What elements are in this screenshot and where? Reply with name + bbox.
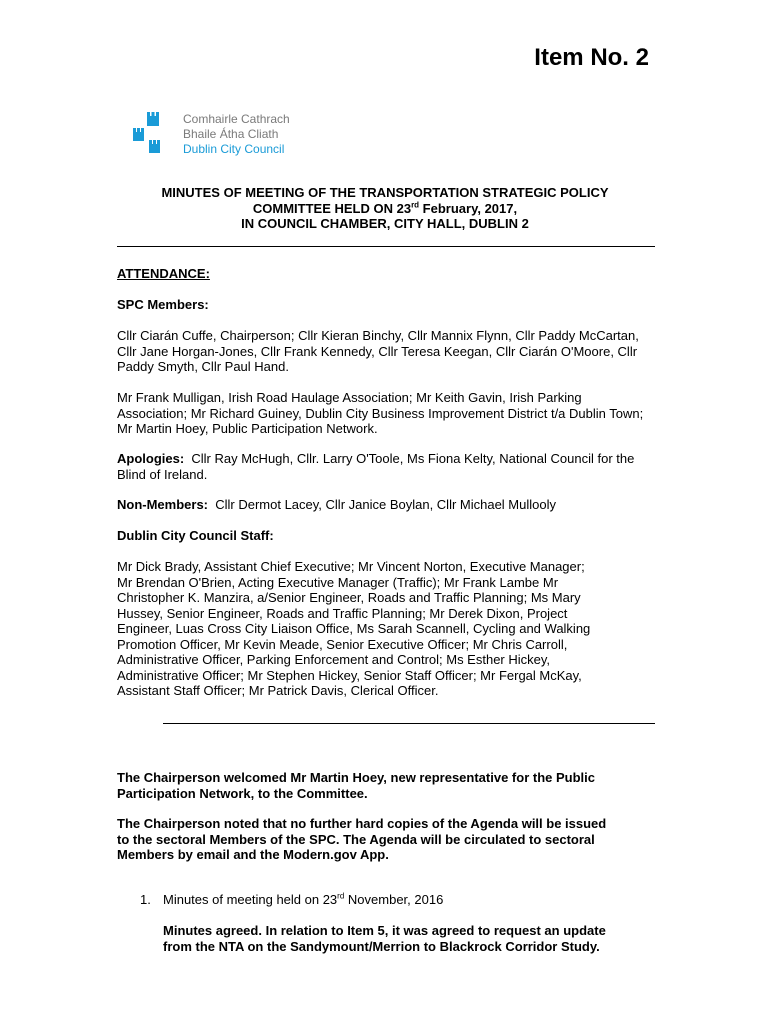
apologies-label: Apologies: <box>117 451 185 466</box>
title-line-3: IN COUNCIL CHAMBER, CITY HALL, DUBLIN 2 <box>241 216 529 231</box>
logo-text-irish-1: Comhairle Cathrach <box>183 112 290 126</box>
section-divider <box>163 723 655 724</box>
castles-crest-icon <box>131 108 175 156</box>
apologies: Apologies: Cllr Ray McHugh, Cllr. Larry O'Toole, Ms Fiona Kelty, National Council for the Blind of Ireland. <box>117 451 635 482</box>
staff-list: Mr Dick Brady, Assistant Chief Executive; Mr Vincent Norton, Executive Manager; Mr Brendan O'Brien, Acting Executive Manager (Traffic); Mr Frank Lambe Mr Christopher K. Manzira, a/Senior Engineer, Roads and Traffic Planning; Ms Mary Hussey, Senior Engineer, Roads and Traffic Planning; Mr Derek Dixon, Project Engineer, Luas Cross City Liaison Office, Ms Sarah Scannell, Cycling and Walking Promotion Officer, Mr Kevin Meade, Senior Executive Officer; Mr Chris Carroll, Administrative Officer, Parking Enforcement and Control; Ms Esther Hickey, Administrative Officer; Mr Stephen Hickey, Senior Staff Officer; Mr Fergal McKay, Assistant Staff Officer; Mr Patrick Davis, Clerical Officer. <box>117 559 591 698</box>
agenda-note-paragraph: The Chairperson noted that no further hard copies of the Agenda will be issued to the sectoral Members of the SPC. The Agenda will be circulated to sectoral Members by email and the Modern.gov App. <box>117 816 607 862</box>
non-members-label: Non-Members: <box>117 497 209 512</box>
title-line-2: COMMITTEE HELD ON 23rd February, 2017, <box>252 200 518 216</box>
title-divider <box>117 246 655 247</box>
staff-heading: Dublin City Council Staff: <box>117 528 274 543</box>
spc-members-heading: SPC Members: <box>117 297 209 312</box>
item-1-outcome: Minutes agreed. In relation to Item 5, it was agreed to request an update from the NTA on the Sandymount/Merrion to Blackrock Corridor Study. <box>163 923 606 954</box>
welcome-paragraph: The Chairperson welcomed Mr Martin Hoey, new representative for the Public Participation Network, to the Committee. <box>117 770 595 801</box>
logo-text-english: Dublin City Council <box>183 142 285 156</box>
title-line-1: MINUTES OF MEETING OF THE TRANSPORTATION STRATEGIC POLICY <box>161 185 609 200</box>
document-title <box>80 185 690 232</box>
item-1-title: Minutes of meeting held on 23rd November, 2016 <box>163 891 444 907</box>
item-number: Item No. 2 <box>534 44 649 71</box>
spc-members-list: Cllr Ciarán Cuffe, Chairperson; Cllr Kieran Binchy, Cllr Mannix Flynn, Cllr Paddy McCartan, Cllr Jane Horgan-Jones, Cllr Frank Kennedy, Cllr Teresa Keegan, Cllr Ciarán O'Moore, Cllr Paddy Smyth, Cllr Paul Hand. <box>117 328 639 374</box>
logo-text-irish-2: Bhaile Átha Cliath <box>183 127 279 141</box>
sectoral-members-list: Mr Frank Mulligan, Irish Road Haulage Association; Mr Keith Gavin, Irish Parking Association; Mr Richard Guiney, Dublin City Business Improvement District t/a Dublin Town; Mr Martin Hoey, Public Participation Network. <box>117 390 644 436</box>
attendance-heading: ATTENDANCE: <box>117 266 210 281</box>
dublin-city-council-logo <box>131 108 331 158</box>
item-1-number: 1. <box>140 892 151 907</box>
non-members: Non-Members: Cllr Dermot Lacey, Cllr Janice Boylan, Cllr Michael Mullooly <box>117 497 556 512</box>
